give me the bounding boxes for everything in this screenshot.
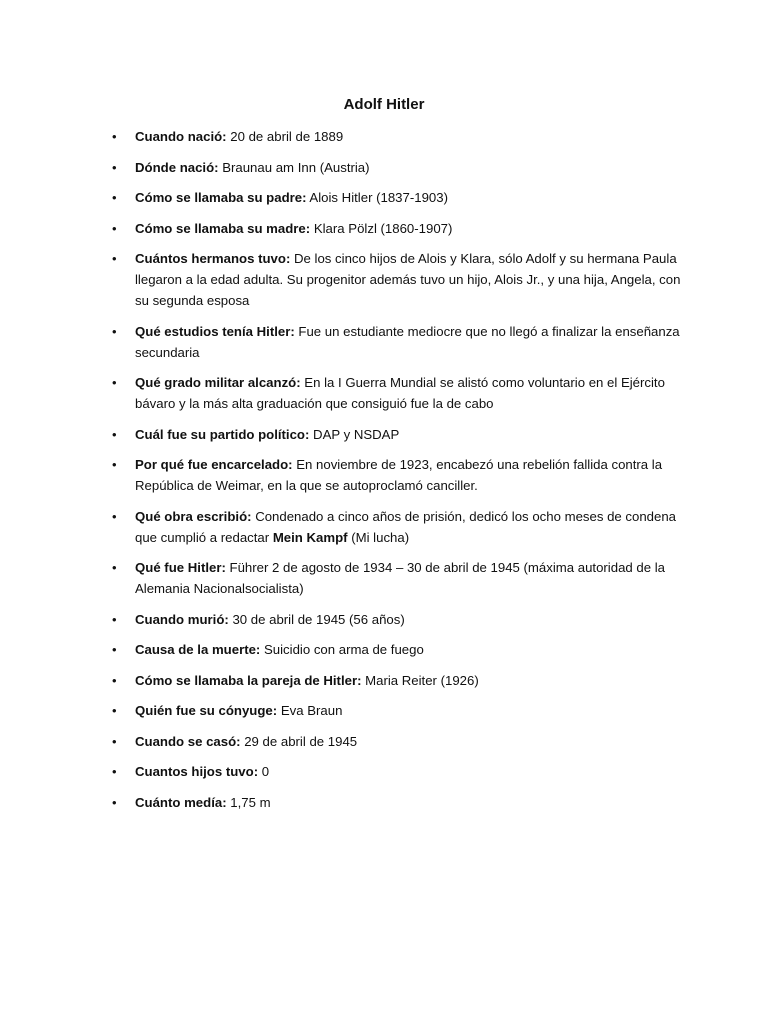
fact-text: DAP y NSDAP bbox=[309, 426, 400, 442]
fact-label: Cuántos hermanos tuvo: bbox=[135, 251, 291, 266]
fact-text: En la I Guerra Mundial se alistó como voluntario en el Ejército bávaro y la más alta graduación que consiguió fue la de cabo bbox=[135, 375, 665, 411]
list-item bbox=[108, 792, 688, 813]
fact-text: Fue un estudiante mediocre que no llegó a finalizar la enseñanza secundaria bbox=[135, 323, 680, 360]
list-item bbox=[108, 126, 688, 147]
fact-text: En noviembre de 1923, encabezó una rebelión fallida contra la República de Weimar, en la que se autoproclamó canciller. bbox=[135, 457, 663, 493]
bullet-icon: • bbox=[112, 190, 117, 205]
list-item bbox=[108, 609, 688, 630]
bullet-icon: • bbox=[112, 611, 117, 627]
bullet-icon: • bbox=[112, 794, 117, 810]
list-item bbox=[108, 454, 688, 496]
fact-label: Quién fue su cónyuge: bbox=[135, 703, 278, 718]
fact-label: Cuando murió: bbox=[135, 611, 229, 627]
fact-label: Por qué fue encarcelado: bbox=[135, 457, 293, 472]
fact-label: Cuantos hijos tuvo: bbox=[135, 764, 259, 779]
list-item bbox=[108, 761, 688, 782]
fact-text: Eva Braun bbox=[277, 703, 343, 718]
book-title: Mein Kampf bbox=[272, 529, 348, 545]
list-item bbox=[108, 424, 688, 445]
list-item bbox=[108, 670, 688, 691]
fact-label: Qué estudios tenía Hitler: bbox=[135, 323, 295, 339]
list-item bbox=[108, 700, 688, 721]
list-item bbox=[108, 187, 688, 208]
bullet-icon: • bbox=[112, 129, 117, 144]
bullet-icon: • bbox=[112, 159, 117, 175]
list-item bbox=[108, 372, 688, 414]
list-item bbox=[108, 218, 688, 239]
fact-text: Suicidio con arma de fuego bbox=[260, 642, 424, 657]
fact-text: 30 de abril de 1945 (56 años) bbox=[228, 611, 405, 627]
fact-label: Cómo se llamaba su madre: bbox=[135, 220, 311, 236]
fact-text: 0 bbox=[258, 764, 270, 779]
fact-text: 20 de abril de 1889 bbox=[226, 129, 344, 144]
bullet-icon: • bbox=[112, 764, 117, 779]
fact-label: Cuando nació: bbox=[135, 129, 227, 144]
list-item bbox=[108, 731, 688, 752]
fact-label: Qué fue Hitler: bbox=[135, 560, 226, 575]
fact-label: Cómo se llamaba la pareja de Hitler: bbox=[135, 672, 362, 688]
bullet-icon: • bbox=[112, 426, 117, 442]
fact-label: Dónde nació: bbox=[135, 159, 219, 175]
bullet-icon: • bbox=[112, 220, 117, 236]
bullet-icon: • bbox=[112, 642, 117, 657]
list-item bbox=[108, 557, 688, 599]
bullet-icon: • bbox=[112, 375, 117, 390]
bullet-icon: • bbox=[112, 508, 117, 524]
fact-label: Cuál fue su partido político: bbox=[135, 426, 310, 442]
list-item bbox=[108, 321, 688, 363]
bullet-icon: • bbox=[112, 703, 117, 718]
fact-text-after: (Mi lucha) bbox=[347, 529, 410, 545]
fact-text: Klara Pölzl (1860-1907) bbox=[310, 220, 453, 236]
fact-text: Condenado a cinco años de prisión, dedicó los ocho meses de condena que cumplió a redactar bbox=[135, 508, 677, 545]
list-item bbox=[108, 639, 688, 660]
fact-label: Qué obra escribió: bbox=[135, 508, 252, 524]
fact-text: Führer 2 de agosto de 1934 – 30 de abril de 1945 (máxima autoridad de la Alemania Nacionalsocialista) bbox=[135, 560, 666, 596]
bullet-icon: • bbox=[112, 457, 117, 472]
fact-text: De los cinco hijos de Alois y Klara, sólo Adolf y su hermana Paula llegaron a la edad adulta. Su progenitor además tuvo un hijo, Alois Jr., y una hija, Angela, con su segunda esposa bbox=[135, 251, 681, 308]
fact-text: 1,75 m bbox=[226, 794, 271, 810]
fact-text: Braunau am Inn (Austria) bbox=[218, 159, 370, 175]
bullet-icon: • bbox=[112, 323, 117, 339]
fact-text: 29 de abril de 1945 bbox=[240, 733, 358, 749]
fact-label: Cuánto medía: bbox=[135, 794, 227, 810]
fact-list bbox=[108, 126, 688, 822]
document-title: Adolf Hitler bbox=[343, 96, 425, 113]
fact-label: Cómo se llamaba su padre: bbox=[135, 190, 307, 205]
fact-label: Causa de la muerte: bbox=[135, 642, 261, 657]
list-item bbox=[108, 506, 688, 548]
bullet-icon: • bbox=[112, 672, 117, 688]
bullet-icon: • bbox=[112, 560, 117, 575]
fact-text: Maria Reiter (1926) bbox=[361, 672, 479, 688]
bullet-icon: • bbox=[112, 733, 117, 749]
fact-text: Alois Hitler (1837-1903) bbox=[306, 190, 448, 205]
fact-label: Cuando se casó: bbox=[135, 733, 241, 749]
list-item bbox=[108, 157, 688, 178]
bullet-icon: • bbox=[112, 251, 117, 266]
list-item bbox=[108, 248, 688, 311]
fact-label: Qué grado militar alcanzó: bbox=[135, 375, 301, 390]
